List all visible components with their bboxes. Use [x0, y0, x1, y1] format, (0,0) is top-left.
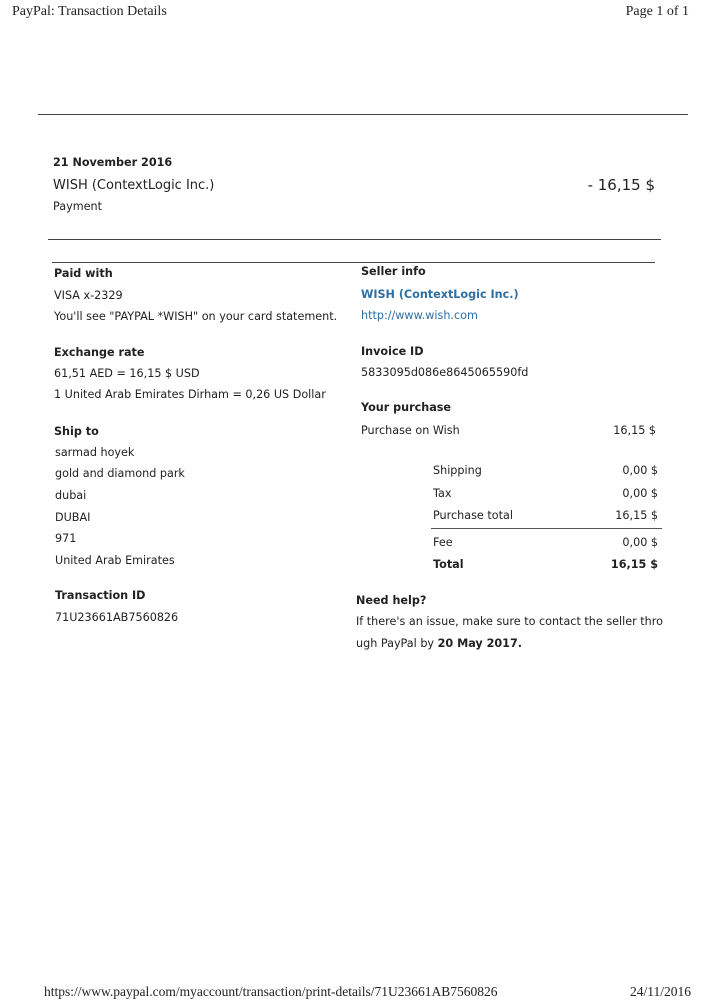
- exchange-rate-value: 1 United Arab Emirates Dirham = 0,26 US Dollar: [54, 388, 326, 401]
- divider-totals: [431, 528, 662, 529]
- print-footer-url: https://www.paypal.com/myaccount/transaction/print-details/71U23661AB7560826: [44, 984, 498, 999]
- ship-to-heading: Ship to: [54, 425, 99, 438]
- purchase-item-amount: 16,15 $: [613, 424, 656, 437]
- total-label: Total: [433, 558, 464, 571]
- transaction-id-heading: Transaction ID: [55, 589, 146, 602]
- tax-amount: 0,00 $: [622, 487, 658, 500]
- tax-label: Tax: [433, 487, 452, 500]
- ship-to-line: gold and diamond park: [55, 467, 185, 480]
- exchange-conversion: 61,51 AED = 16,15 $ USD: [54, 367, 200, 380]
- seller-website-link[interactable]: http://www.wish.com: [361, 309, 478, 322]
- help-text-line2: [356, 637, 522, 650]
- transaction-id: 71U23661AB7560826: [55, 611, 179, 624]
- paid-with-heading: Paid with: [54, 267, 113, 280]
- fee-label: Fee: [433, 536, 453, 549]
- help-text-line1: If there's an issue, make sure to contact the seller thro: [356, 615, 663, 628]
- purchase-total-amount: 16,15 $: [615, 509, 658, 522]
- ship-to-line: sarmad hoyek: [55, 446, 135, 459]
- need-help-heading: Need help?: [356, 594, 427, 607]
- statement-note: You'll see "PAYPAL *WISH" on your card statement.: [54, 310, 338, 323]
- seller-info-heading: Seller info: [361, 265, 426, 278]
- help-deadline-date: 20 May 2017.: [437, 637, 522, 650]
- ship-to-line: 971: [55, 532, 77, 545]
- shipping-amount: 0,00 $: [622, 464, 658, 477]
- invoice-id: 5833095d086e8645065590fd: [361, 366, 529, 379]
- purchase-item: Purchase on Wish: [361, 424, 460, 437]
- print-header-page: Page 1 of 1: [625, 4, 689, 19]
- exchange-rate-heading: Exchange rate: [54, 346, 145, 359]
- transaction-date: 21 November 2016: [53, 156, 173, 169]
- purchase-total-label: Purchase total: [433, 509, 513, 522]
- ship-to-line: United Arab Emirates: [55, 554, 175, 567]
- print-header-title: PayPal: Transaction Details: [12, 4, 167, 19]
- fee-amount: 0,00 $: [622, 536, 658, 549]
- help-text-prefix: ugh PayPal by: [356, 637, 438, 650]
- divider-top: [38, 114, 688, 115]
- shipping-label: Shipping: [433, 464, 482, 477]
- merchant-name: WISH (ContextLogic Inc.): [53, 178, 215, 193]
- transaction-amount: - 16,15 $: [587, 176, 655, 194]
- card-info: VISA x-2329: [54, 289, 123, 302]
- ship-to-line: dubai: [55, 489, 87, 502]
- transaction-type: Payment: [53, 200, 102, 213]
- total-amount: 16,15 $: [610, 558, 658, 571]
- print-footer-date: 24/11/2016: [629, 984, 691, 999]
- ship-to-line: DUBAI: [55, 511, 91, 524]
- your-purchase-heading: Your purchase: [361, 401, 452, 414]
- divider-details: [52, 262, 655, 263]
- seller-name-link[interactable]: WISH (ContextLogic Inc.): [361, 288, 519, 301]
- invoice-id-heading: Invoice ID: [361, 345, 424, 358]
- divider-summary: [48, 239, 661, 240]
